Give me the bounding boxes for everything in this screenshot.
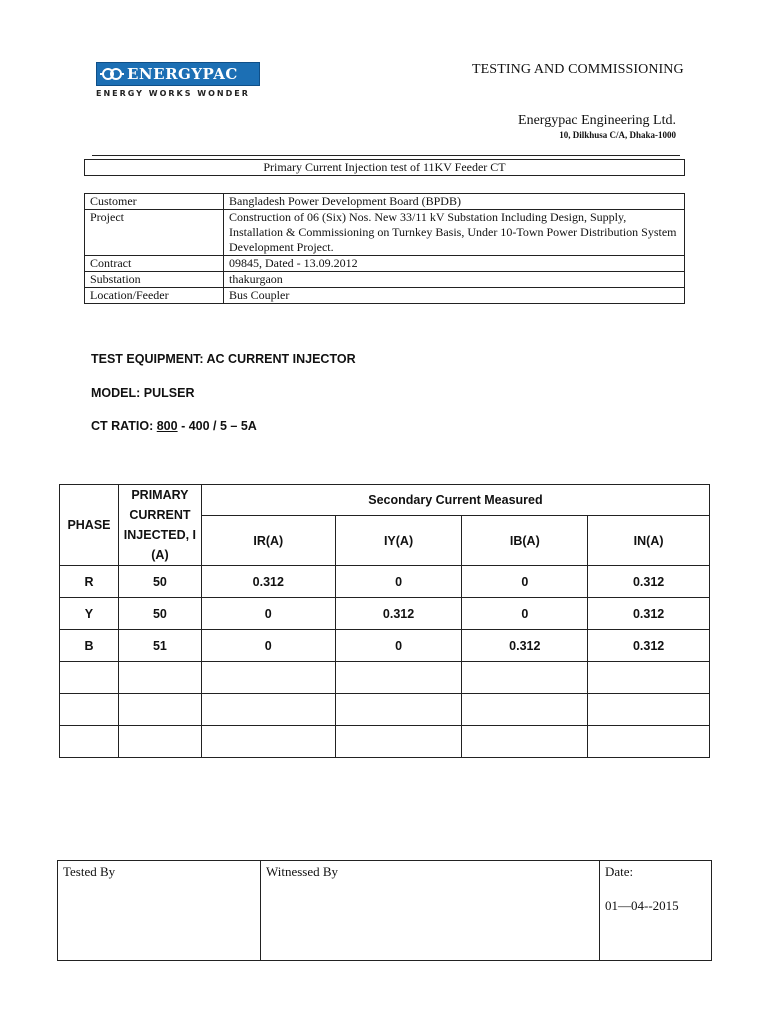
info-value: thakurgaon — [224, 272, 685, 288]
cell-primary: 51 — [118, 630, 201, 662]
cell-primary: 50 — [118, 566, 201, 598]
cell-phase: B — [60, 630, 119, 662]
empty-row — [60, 662, 710, 694]
empty-cell — [60, 662, 119, 694]
tested-by-cell — [58, 861, 261, 961]
empty-cell — [201, 726, 335, 758]
ct-ratio-underlined: 800 — [156, 419, 178, 433]
info-value: Construction of 06 (Six) Nos. New 33/11 kV Substation Including Design, Supply, Installation & Commissioning on Turnkey Basis, Under 10-Town Power Distribution System Development Project. — [224, 210, 685, 256]
header-secondary-current: Secondary Current Measured — [201, 485, 709, 516]
cell-ib: 0.312 — [462, 630, 588, 662]
cell-primary: 50 — [118, 598, 201, 630]
empty-cell — [118, 662, 201, 694]
table-row — [60, 566, 710, 598]
company-address: 10, Dilkhusa C/A, Dhaka-1000 — [559, 130, 676, 140]
logo-text: ENERGYPAC — [127, 65, 238, 83]
header-iy: IY(A) — [335, 516, 462, 566]
measurement-table — [59, 484, 710, 758]
header-in: IN(A) — [588, 516, 710, 566]
empty-cell — [588, 726, 710, 758]
info-value: Bus Coupler — [224, 288, 685, 304]
cell-ir: 0 — [201, 630, 335, 662]
cell-ir: 0 — [201, 598, 335, 630]
ct-ratio-prefix: CT RATIO: — [91, 419, 157, 433]
cell-iy: 0 — [335, 566, 462, 598]
info-label: Project — [85, 210, 224, 256]
empty-cell — [335, 726, 462, 758]
cell-iy: 0.312 — [335, 598, 462, 630]
model-heading: MODEL: PULSER — [91, 386, 195, 400]
cell-in: 0.312 — [588, 566, 710, 598]
date-label: Date: — [605, 864, 634, 879]
witnessed-by-cell — [261, 861, 600, 961]
empty-row — [60, 726, 710, 758]
empty-cell — [462, 662, 588, 694]
empty-cell — [462, 694, 588, 726]
empty-cell — [118, 694, 201, 726]
test-title: Primary Current Injection test of 11KV Feeder CT — [84, 159, 685, 176]
cell-ir: 0.312 — [201, 566, 335, 598]
cell-ib: 0 — [462, 566, 588, 598]
table-row — [60, 598, 710, 630]
ct-ratio-heading — [91, 419, 257, 433]
info-label: Location/Feeder — [85, 288, 224, 304]
tested-by-label: Tested By — [63, 864, 116, 879]
info-label: Contract — [85, 256, 224, 272]
empty-cell — [588, 694, 710, 726]
info-value: Bangladesh Power Development Board (BPDB) — [224, 194, 685, 210]
info-row-substation — [85, 272, 685, 288]
document-heading: TESTING AND COMMISSIONING — [472, 62, 684, 77]
info-row-location — [85, 288, 685, 304]
info-label: Substation — [85, 272, 224, 288]
info-row-customer — [85, 194, 685, 210]
empty-cell — [588, 662, 710, 694]
company-logo — [96, 62, 260, 86]
signature-table — [57, 860, 712, 961]
company-name: Energypac Engineering Ltd. — [518, 113, 676, 128]
cell-phase: Y — [60, 598, 119, 630]
info-table — [84, 193, 685, 304]
date-value: 01—04--2015 — [605, 898, 679, 913]
info-label: Customer — [85, 194, 224, 210]
header-divider — [92, 155, 680, 156]
header-ib: IB(A) — [462, 516, 588, 566]
empty-cell — [201, 694, 335, 726]
header-phase: PHASE — [60, 485, 119, 566]
info-row-project — [85, 210, 685, 256]
empty-cell — [335, 694, 462, 726]
empty-cell — [201, 662, 335, 694]
cell-in: 0.312 — [588, 630, 710, 662]
empty-cell — [60, 726, 119, 758]
witnessed-by-label: Witnessed By — [266, 864, 339, 879]
header-primary-current: PRIMARY CURRENT INJECTED, I (A) — [118, 485, 201, 566]
empty-row — [60, 694, 710, 726]
cell-phase: R — [60, 566, 119, 598]
header-ir: IR(A) — [201, 516, 335, 566]
logo-tagline: ENERGY WORKS WONDER — [96, 89, 250, 98]
info-row-contract — [85, 256, 685, 272]
cell-ib: 0 — [462, 598, 588, 630]
empty-cell — [60, 694, 119, 726]
empty-cell — [462, 726, 588, 758]
test-equipment-heading: TEST EQUIPMENT: AC CURRENT INJECTOR — [91, 352, 356, 366]
empty-cell — [335, 662, 462, 694]
empty-cell — [118, 726, 201, 758]
ct-ratio-rest: - 400 / 5 – 5A — [177, 419, 257, 433]
date-cell — [600, 861, 712, 961]
logo-rings-icon — [97, 63, 127, 85]
cell-in: 0.312 — [588, 598, 710, 630]
info-value: 09845, Dated - 13.09.2012 — [224, 256, 685, 272]
table-row — [60, 630, 710, 662]
cell-iy: 0 — [335, 630, 462, 662]
